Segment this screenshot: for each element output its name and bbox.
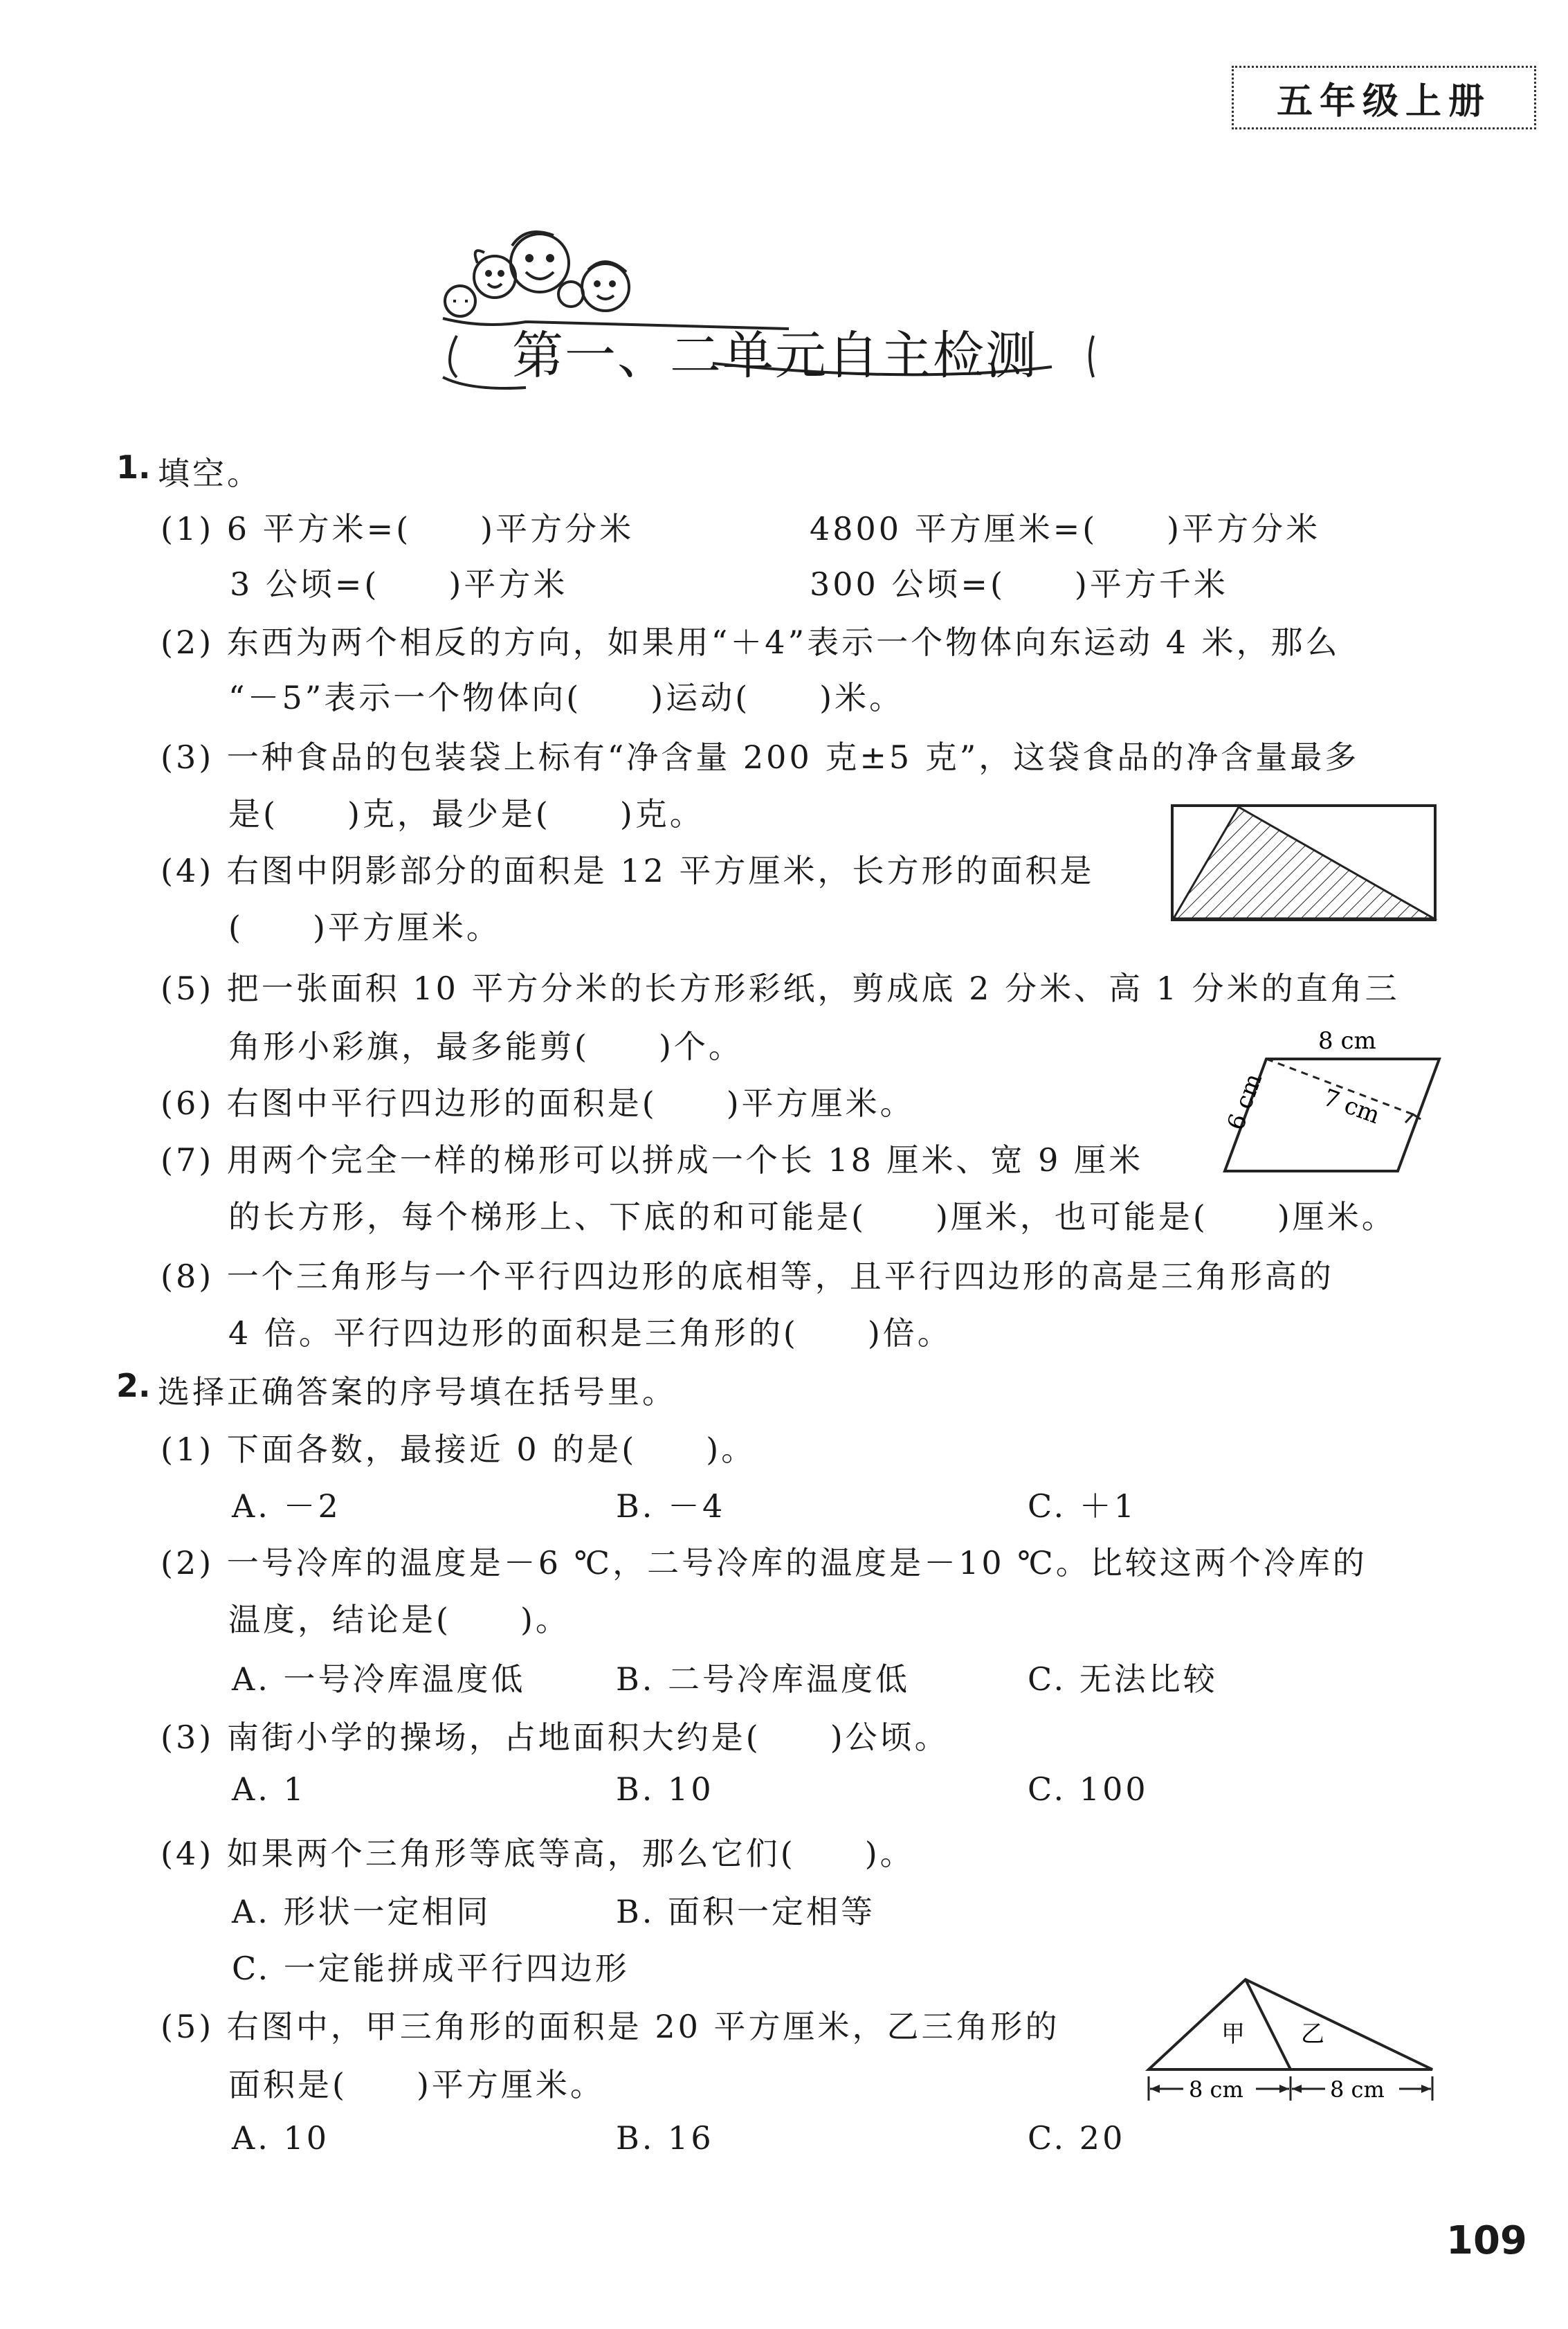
q2-5-figure	[1142, 1973, 1446, 2104]
q2-5-option-c: C. 20	[1028, 2119, 1126, 2157]
q1-1-d: 300 公顷=( )平方千米	[810, 565, 1228, 603]
q1-1-b: 4800 平方厘米=( )平方分米	[810, 510, 1321, 547]
question-2-heading: 选择正确答案的序号填在括号里。	[158, 1373, 677, 1411]
q2-4-option-a: A. 形状一定相同	[232, 1893, 491, 1930]
q1-4-line1: (4) 右图中阴影部分的面积是 12 平方厘米，长方形的面积是	[161, 852, 1095, 889]
q1-6-line1: (6) 右图中平行四边形的面积是( )平方厘米。	[161, 1085, 915, 1122]
big-triangle	[1149, 1979, 1432, 2069]
q1-7-line2: 的长方形，每个梯形上、下底的和可能是( )厘米，也可能是( )厘米。	[228, 1198, 1396, 1235]
page-title: 第一、二单元自主检测	[512, 326, 1038, 386]
q2-2-line1: (2) 一号冷库的温度是－6 ℃，二号冷库的温度是－10 ℃。比较这两个冷库的	[161, 1544, 1367, 1582]
q2-5-line2: 面积是( )平方厘米。	[228, 2066, 605, 2103]
q2-4-line1: (4) 如果两个三角形等底等高，那么它们( )。	[161, 1835, 915, 1872]
q2-2-option-c: C. 无法比较	[1028, 1660, 1218, 1698]
q1-7-line1: (7) 用两个完全一样的梯形可以拼成一个长 18 厘米、宽 9 厘米	[161, 1141, 1144, 1179]
q2-5-option-b: B. 16	[616, 2119, 714, 2157]
q1-1-c: 3 公顷=( )平方米	[230, 565, 568, 603]
base-right-label: 8 cm	[1330, 2076, 1385, 2103]
q2-5-line1: (5) 右图中，甲三角形的面积是 20 平方厘米，乙三角形的	[161, 2008, 1060, 2045]
triangle-yi-label: 乙	[1301, 2020, 1324, 2048]
side-length-label: 6 cm	[1221, 1069, 1268, 1134]
q1-2-line1: (2) 东西为两个相反的方向，如果用“＋4”表示一个物体向东运动 4 米，那么	[161, 624, 1340, 661]
height-label: 7 cm	[1319, 1083, 1384, 1130]
q1-4-figure	[1169, 803, 1439, 924]
q2-3-line1: (3) 南街小学的操场，占地面积大约是( )公顷。	[161, 1719, 949, 1756]
q2-3-option-c: C. 100	[1028, 1770, 1149, 1808]
q2-4-option-c: C. 一定能拼成平行四边形	[232, 1950, 630, 1987]
q1-4-line2: ( )平方厘米。	[228, 909, 501, 946]
q1-2-line2: “－5”表示一个物体向( )运动( )米。	[228, 679, 904, 716]
q2-2-line2: 温度，结论是( )。	[228, 1601, 570, 1638]
q1-3-line2: 是( )克，最少是( )克。	[228, 795, 704, 833]
q2-1-line1: (1) 下面各数，最接近 0 的是( )。	[161, 1431, 756, 1468]
q2-4-option-b: B. 面积一定相等	[616, 1893, 876, 1930]
q2-3-option-a: A. 1	[232, 1770, 307, 1808]
q1-1-a: (1) 6 平方米=( )平方分米	[161, 510, 635, 547]
top-length-label: 8 cm	[1318, 1027, 1376, 1055]
grade-badge: 五年级上册	[1232, 66, 1536, 129]
question-1-heading: 填空。	[158, 455, 262, 492]
q1-5-line2: 角形小彩旗，最多能剪( )个。	[228, 1028, 743, 1065]
q2-2-option-b: B. 二号冷库温度低	[616, 1660, 911, 1698]
q1-5-line1: (5) 把一张面积 10 平方分米的长方形彩纸，剪成底 2 分米、高 1 分米的直角三	[161, 970, 1400, 1007]
question-1-number: 1.	[116, 448, 151, 486]
shaded-triangle	[1174, 807, 1434, 918]
q2-1-option-b: B. －4	[616, 1487, 726, 1525]
q1-6-figure	[1211, 1017, 1453, 1184]
q2-1-option-a: A. －2	[232, 1487, 341, 1525]
triangle-jia-label: 甲	[1221, 2020, 1245, 2048]
question-2-number: 2.	[116, 1367, 151, 1404]
q1-3-line1: (3) 一种食品的包装袋上标有“净含量 200 克±5 克”，这袋食品的净含量最多	[161, 738, 1360, 776]
page-number: 109	[1446, 2218, 1527, 2263]
q2-1-option-c: C. ＋1	[1028, 1487, 1138, 1525]
q2-2-option-a: A. 一号冷库温度低	[232, 1660, 526, 1698]
q2-5-option-a: A. 10	[232, 2119, 329, 2157]
base-left-label: 8 cm	[1189, 2076, 1243, 2103]
q1-8-line1: (8) 一个三角形与一个平行四边形的底相等，且平行四边形的高是三角形高的	[161, 1258, 1334, 1295]
q1-8-line2: 4 倍。平行四边形的面积是三角形的( )倍。	[228, 1314, 952, 1352]
q2-3-option-b: B. 10	[616, 1770, 714, 1808]
